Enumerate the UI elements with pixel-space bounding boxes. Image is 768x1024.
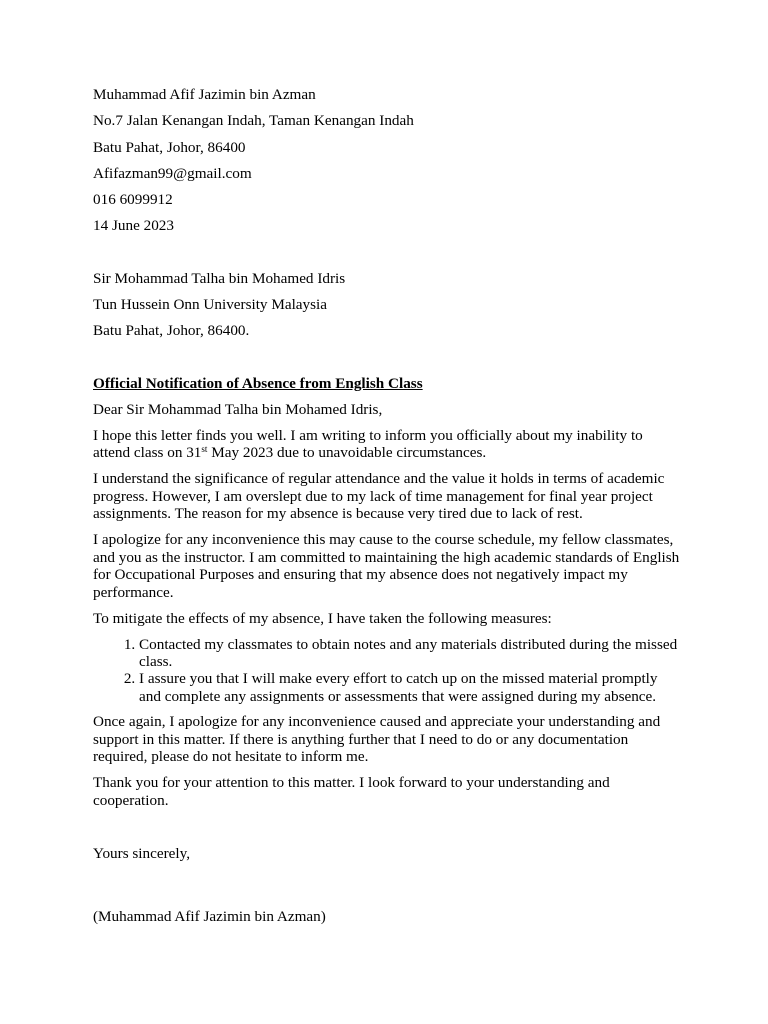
p1-text-before: I hope this letter finds you well. I am writing to inform you officially about my inability to attend class on 31 — [93, 426, 643, 462]
sender-name: Muhammad Afif Jazimin bin Azman — [93, 86, 316, 103]
salutation: Dear Sir Mohammad Talha bin Mohamed Idris, — [93, 400, 383, 418]
letter-subject: Official Notification of Absence from English Class — [93, 374, 423, 392]
measure-item-2: 2. I assure you that I will make every effort to catch up on the missed material promptly and complete any assignments or assessments that were assigned during my absence. — [139, 670, 683, 704]
body-paragraph-1 — [93, 427, 683, 462]
body-paragraph-2: I understand the significance of regular attendance and the value it holds in terms of academic progress. However, I am overslept due to my lack of time management for final year project assignments. The reason for my absence is because very tired due to lack of rest. — [93, 470, 665, 523]
measures-list — [93, 636, 683, 705]
recipient-name: Sir Mohammad Talha bin Mohamed Idris — [93, 269, 346, 287]
recipient-institution: Tun Hussein Onn University Malaysia — [93, 296, 327, 314]
sender-phone: 016 6099912 — [93, 191, 173, 209]
body-paragraph-3: I apologize for any inconvenience this may cause to the course schedule, my fellow classmates, and you as the instructor. I am committed to maintaining the high academic standards of English for Occupational Purposes and ensuring that my absence does not negatively impact my performance. — [93, 531, 680, 601]
letter-date: 14 June 2023 — [93, 217, 174, 235]
signature-name: (Muhammad Afif Jazimin bin Azman) — [93, 908, 326, 926]
recipient-address: Batu Pahat, Johor, 86400. — [93, 322, 250, 340]
sender-address-line2: Batu Pahat, Johor, 86400 — [93, 138, 246, 156]
sender-email: Afifazman99@gmail.com — [93, 164, 252, 182]
p1-text-after: May 2023 due to unavoidable circumstances. — [207, 444, 487, 462]
closing: Yours sincerely, — [93, 844, 191, 862]
sender-address-line1: No.7 Jalan Kenangan Indah, Taman Kenangan Indah — [93, 112, 414, 130]
body-paragraph-4: To mitigate the effects of my absence, I have taken the following measures: — [93, 609, 552, 627]
body-paragraph-6: Thank you for your attention to this matter. I look forward to your understanding and cooperation. — [93, 774, 610, 809]
body-paragraph-5: Once again, I apologize for any inconvenience caused and appreciate your understanding and support in this matter. If there is anything further that I need to do or any documentation required, please do not hesitate to inform me. — [93, 713, 661, 766]
letter-document — [93, 86, 683, 934]
measure-item-1: 1. Contacted my classmates to obtain notes and any materials distributed during the missed class. — [139, 636, 683, 670]
p1-superscript: st — [201, 444, 208, 455]
